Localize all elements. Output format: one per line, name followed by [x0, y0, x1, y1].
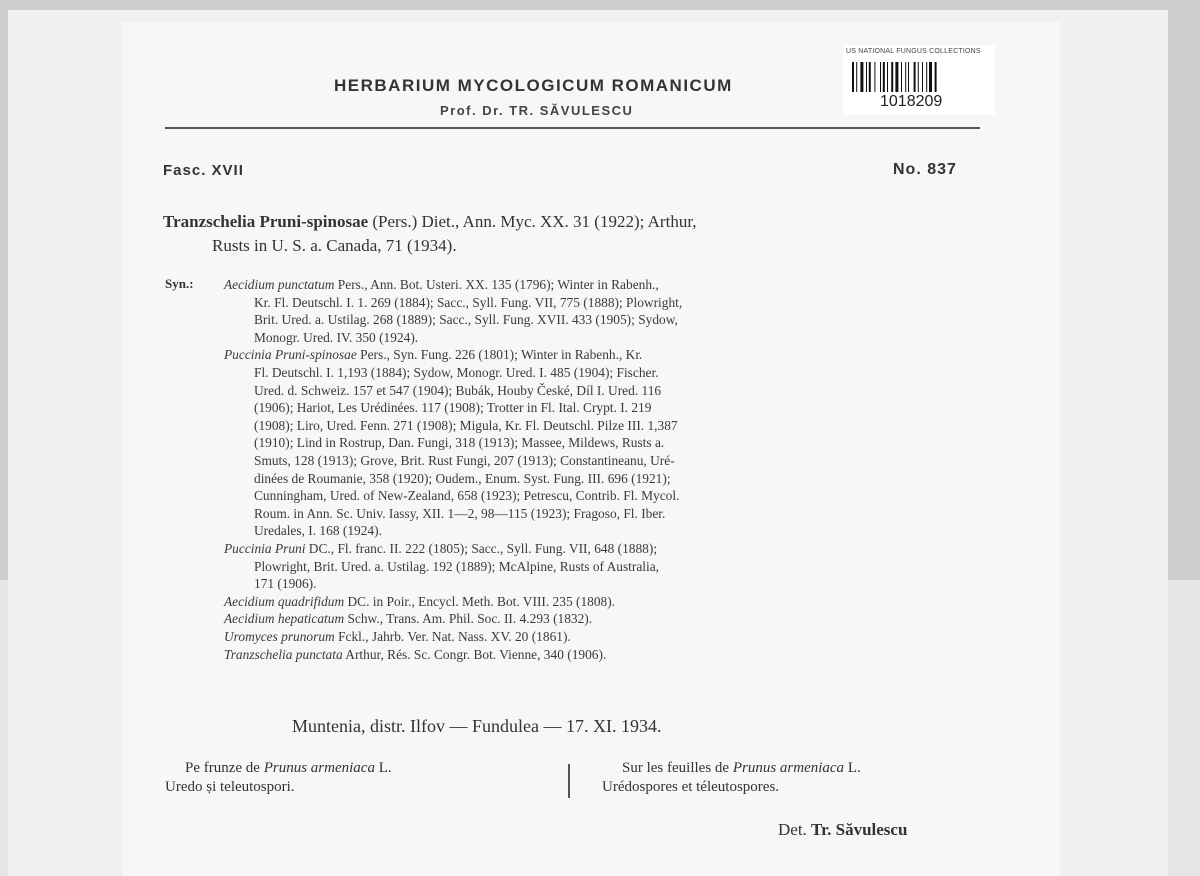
synonym-line	[254, 294, 682, 312]
host-species-ro: Prunus armeniaca	[263, 760, 375, 776]
barcode-number: 1018209	[880, 93, 943, 110]
host-species-fr: Prunus armeniaca	[732, 760, 845, 776]
synonym-line	[254, 487, 679, 505]
synonym-citation: Schw., Trans. Am. Phil. Soc. II. 4.293 (1832).	[344, 611, 593, 627]
synonym-line	[254, 522, 382, 540]
barcode-bar	[914, 62, 916, 92]
synonym-name: Puccinia Pruni	[224, 541, 306, 556]
barcode-bar	[935, 62, 937, 92]
barcode-bar	[874, 62, 875, 92]
barcode-bar	[883, 62, 885, 92]
barcode-bar	[866, 62, 867, 92]
synonym-citation: Pers., Ann. Bot. Usteri. XX. 135 (1796); Winter in Rabenh.,	[334, 277, 659, 292]
host-french-line-2: Urédospores et téleutospores.	[602, 779, 780, 795]
barcode-bar	[926, 62, 927, 92]
synonym-line	[254, 417, 678, 435]
synonym-line	[254, 452, 675, 470]
synonym-citation: Uredales, I. 168 (1924).	[254, 523, 382, 539]
synonym-citation: DC., Fl. franc. II. 222 (1805); Sacc., Syll. Fung. VII, 648 (1888);	[305, 541, 658, 556]
synonym-citation: Pers., Syn. Fung. 226 (1801); Winter in Rabenh., Kr.	[356, 347, 643, 363]
barcode-bar	[869, 62, 871, 92]
synonym-line	[254, 364, 659, 382]
synonym-citation: Monogr. Ured. IV. 350 (1924).	[254, 329, 419, 345]
synonym-line	[224, 646, 606, 664]
barcode-bar	[880, 62, 881, 92]
synonym-line	[224, 593, 615, 611]
determiner-name: Tr. Săvulescu	[811, 820, 908, 839]
synonym-citation: (1910); Lind in Rostrup, Dan. Fungi, 318 (1913); Massee, Mildews, Rusts a.	[254, 435, 665, 451]
barcode-bar	[856, 62, 857, 92]
synonym-citation: Cunningham, Ured. of New-Zealand, 658 (1923); Petrescu, Contrib. Fl. Mycol.	[254, 488, 680, 504]
synonym-line	[224, 628, 571, 646]
synonym-line	[254, 311, 678, 329]
synonym-line	[224, 276, 659, 294]
barcode-caption: US NATIONAL FUNGUS COLLECTIONS	[846, 48, 981, 55]
synonyms-label: Syn.:	[165, 276, 194, 291]
taxon-line-2: Rusts in U. S. a. Canada, 71 (1934).	[212, 236, 457, 255]
synonym-line	[224, 346, 642, 364]
taxon-name: Tranzschelia Pruni-spinosae	[163, 212, 369, 231]
synonym-line	[254, 382, 661, 400]
barcode-bar	[887, 62, 888, 92]
taxon-citation: (Pers.) Diet., Ann. Myc. XX. 31 (1922); Arthur,	[368, 212, 697, 231]
barcode-bar	[852, 62, 854, 92]
synonym-citation: (1906); Hariot, Les Urédinées. 117 (1908); Trotter in Fl. Ital. Crypt. I. 219	[254, 400, 652, 416]
barcode-bar	[895, 62, 898, 92]
barcode-bar	[905, 62, 906, 92]
synonym-citation: Smuts, 128 (1913); Grove, Brit. Rust Fungi, 207 (1913); Constantineanu, Uré-	[254, 453, 675, 468]
synonym-citation: Plowright, Brit. Ured. a. Ustilag. 192 (1889); McAlpine, Rusts of Australia,	[254, 558, 660, 574]
synonym-citation: Brit. Ured. a. Ustilag. 268 (1889); Sacc., Syll. Fung. XVII. 433 (1905); Sydow,	[254, 312, 678, 328]
synonym-citation: Fckl., Jahrb. Ver. Nat. Nass. XV. 20 (1861).	[334, 629, 571, 644]
header-rule	[165, 127, 980, 129]
taxon-line-1	[163, 212, 697, 232]
barcode-bar	[908, 62, 909, 92]
host-french-line-1: Sur les feuilles de Prunus armeniaca L.	[622, 760, 861, 776]
synonym-citation: (1908); Liro, Ured. Fenn. 271 (1908); Migula, Kr. Fl. Deutschl. Pilze III. 1,387	[254, 417, 678, 433]
synonym-line	[254, 329, 418, 347]
herbarium-title: HERBARIUM MYCOLOGICUM ROMANICUM	[334, 76, 733, 95]
synonym-name: Uromyces prunorum	[224, 629, 335, 644]
synonym-citation: dinées de Roumanie, 358 (1920); Oudem., Enum. Syst. Fung. III. 696 (1921);	[254, 470, 671, 486]
collection-locality: Muntenia, distr. Ilfov — Fundulea — 17. XI. 1934.	[292, 716, 662, 736]
synonym-citation: Kr. Fl. Deutschl. I. 1. 269 (1884); Sacc., Syll. Fung. VII, 775 (1888); Plowright,	[254, 294, 683, 310]
barcode-bar	[891, 62, 893, 92]
synonym-name: Aecidium quadrifidum	[224, 593, 345, 609]
herbarium-subtitle: Prof. Dr. TR. SĂVULESCU	[440, 103, 634, 118]
barcode-bar	[860, 62, 863, 92]
synonym-line	[254, 434, 664, 452]
barcode-bar	[922, 62, 923, 92]
synonym-name: Aecidium punctatum	[224, 277, 335, 292]
host-romanian-line-2: Uredo și teleutospori.	[165, 779, 295, 795]
synonym-citation: Fl. Deutschl. I. 1,193 (1884); Sydow, Monogr. Ured. I. 485 (1904); Fischer.	[254, 365, 659, 380]
determiner: Det. Tr. Săvulescu	[778, 820, 908, 839]
fascicle-number: Fasc. XVII	[163, 162, 244, 179]
synonym-name: Aecidium hepaticatum	[224, 611, 345, 627]
exsiccata-number: No. 837	[893, 161, 957, 178]
synonym-citation: 171 (1906).	[254, 576, 317, 592]
synonym-line	[254, 505, 665, 523]
column-divider	[568, 764, 570, 798]
synonym-line	[254, 558, 659, 576]
synonym-line	[254, 399, 651, 417]
host-romanian-line-1: Pe frunze de Prunus armeniaca L.	[185, 760, 392, 776]
synonym-citation: Roum. in Ann. Sc. Univ. Iassy, XII. 1—2, 98—115 (1923); Fragoso, Fl. Iber.	[254, 505, 666, 521]
barcode-bar	[901, 62, 902, 92]
synonym-name: Puccinia Pruni-spinosae	[224, 347, 357, 363]
synonym-line	[254, 470, 671, 488]
synonym-line	[224, 540, 657, 558]
synonym-citation: DC. in Poir., Encycl. Meth. Bot. VIII. 235 (1808).	[344, 593, 616, 609]
synonym-citation: Arthur, Rés. Sc. Congr. Bot. Vienne, 340 (1906).	[342, 646, 607, 662]
synonym-line	[224, 610, 592, 628]
synonym-name: Tranzschelia punctata	[224, 646, 343, 662]
barcode-icon	[852, 62, 987, 92]
barcode-bar	[918, 62, 919, 92]
barcode-bar	[929, 62, 932, 92]
synonym-citation: Ured. d. Schweiz. 157 et 547 (1904); Bubák, Houby České, Díl I. Ured. 116	[254, 382, 662, 398]
synonym-line	[254, 575, 316, 593]
